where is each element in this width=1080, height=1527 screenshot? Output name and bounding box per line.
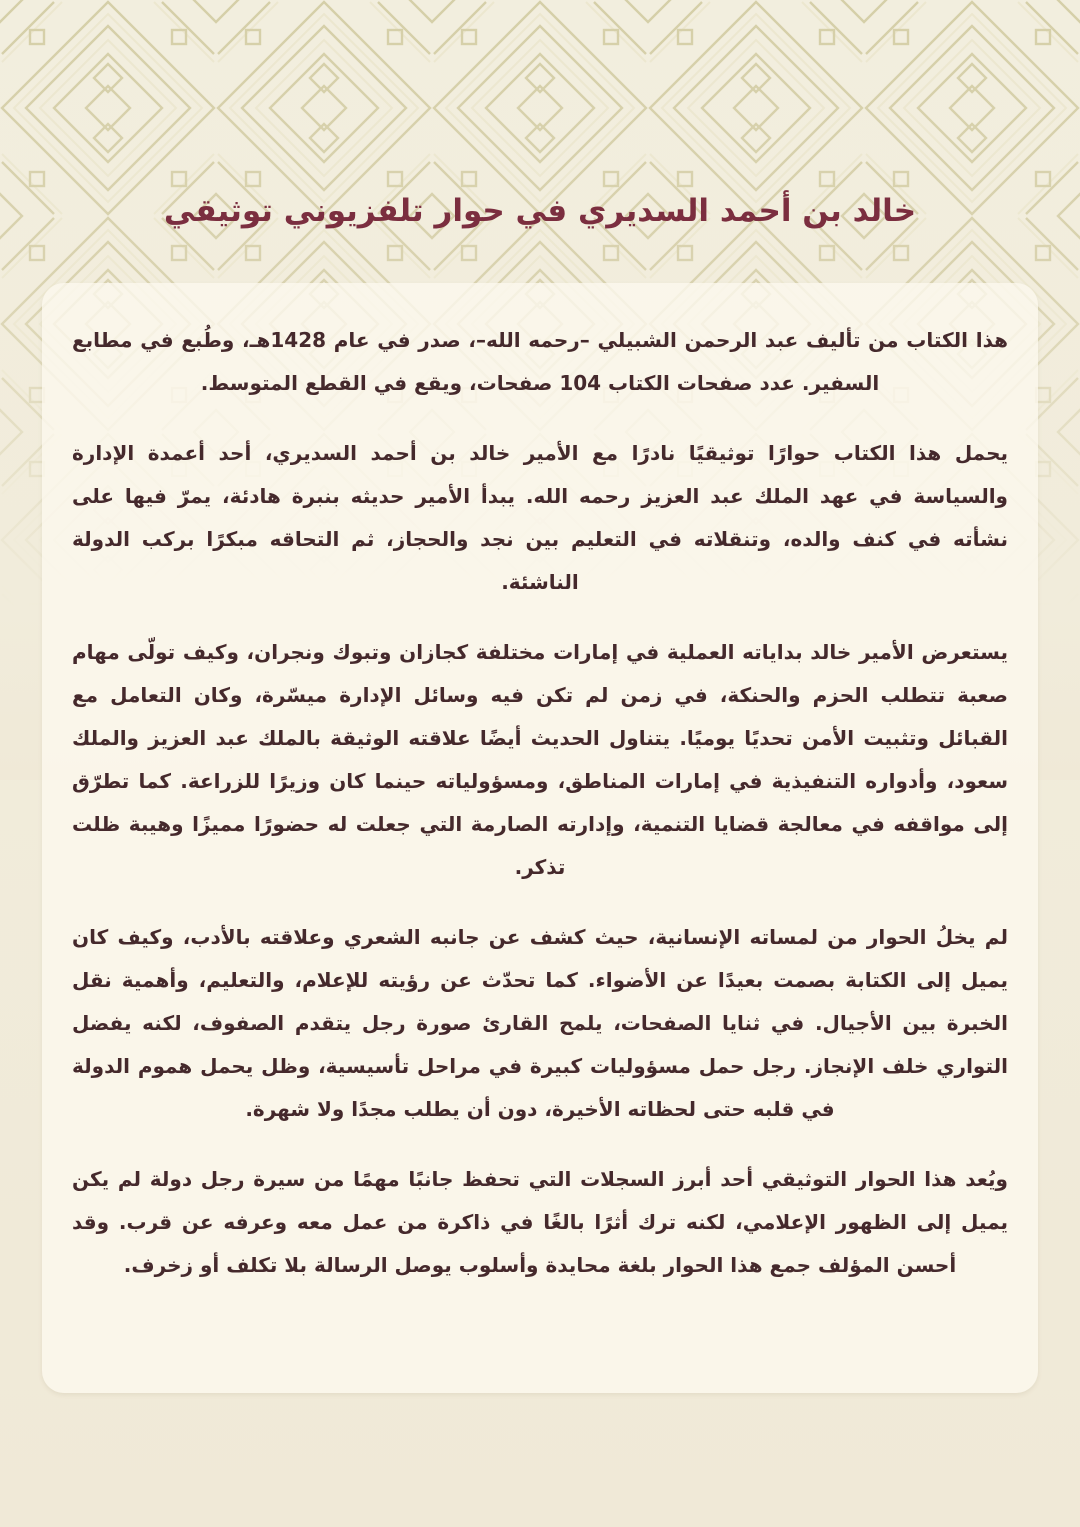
article-paragraph-intro: هذا الكتاب من تأليف عبد الرحمن الشبيلي –رحمه الله–، صدر في عام 1428هـ، وطُبع في مطابع السفير. عدد صفحات الكتاب 104 صفحات، ويقع في القطع المتوسط. [72, 328, 1008, 395]
article-paragraph-overview: يحمل هذا الكتاب حوارًا توثيقيًا نادرًا مع الأمير خالد بن أحمد السديري، أحد أعمدة الإدارة والسياسة في عهد الملك عبد العزيز رحمه الله. يبدأ الأمير حديثه بنبرة هادئة، يمرّ فيها على نشأته في كنف والده، وتنقلاته في التعليم بين نجد والحجاز، ثم التحاقه مبكرًا بركب الدولة الناشئة. [72, 441, 1008, 594]
page-title: خالد بن أحمد السديري في حوار تلفزيوني توثيقي [163, 193, 917, 229]
article-paragraph-career: يستعرض الأمير خالد بداياته العملية في إمارات مختلفة كجازان وتبوك ونجران، وكيف تولّى مهام صعبة تتطلب الحزم والحنكة، في زمن لم تكن فيه وسائل الإدارة ميسّرة، وكان التعامل مع القبائل وتثبيت الأمن تحديًا يوميًا. يتناول الحديث أيضًا علاقته الوثيقة بالملك عبد العزيز والملك سعود، وأدواره التنفيذية في إمارات المناطق، ومسؤولياته حينما كان وزيرًا للزراعة. كما تطرّق إلى مواقفه في معالجة قضايا التنمية، وإدارته الصارمة التي جعلت له حضورًا مميزًا وهيبة ظلت تذكر. [72, 640, 1008, 879]
content-panel [42, 283, 1038, 1393]
article-paragraph-human-side: لم يخلُ الحوار من لمساته الإنسانية، حيث كشف عن جانبه الشعري وعلاقته بالأدب، وكيف كان يميل إلى الكتابة بصمت بعيدًا عن الأضواء. كما تحدّث عن رؤيته للإعلام، والتعليم، وأهمية نقل الخبرة بين الأجيال. في ثنايا الصفحات، يلمح القارئ صورة رجل يتقدم الصفوف، لكنه يفضل التواري خلف الإنجاز. رجل حمل مسؤوليات كبيرة في مراحل تأسيسية، وظل يحمل هموم الدولة في قلبه حتى لحظاته الأخيرة، دون أن يطلب مجدًا ولا شهرة. [72, 925, 1008, 1121]
article-paragraph-conclusion: ويُعد هذا الحوار التوثيقي أحد أبرز السجلات التي تحفظ جانبًا مهمًا من سيرة رجل دولة لم يكن يميل إلى الظهور الإعلامي، لكنه ترك أثرًا بالغًا في ذاكرة من عمل معه وعرفه عن قرب. وقد أحسن المؤلف جمع هذا الحوار بلغة محايدة وأسلوب يوصل الرسالة بلا تكلف أو زخرف. [72, 1167, 1008, 1277]
